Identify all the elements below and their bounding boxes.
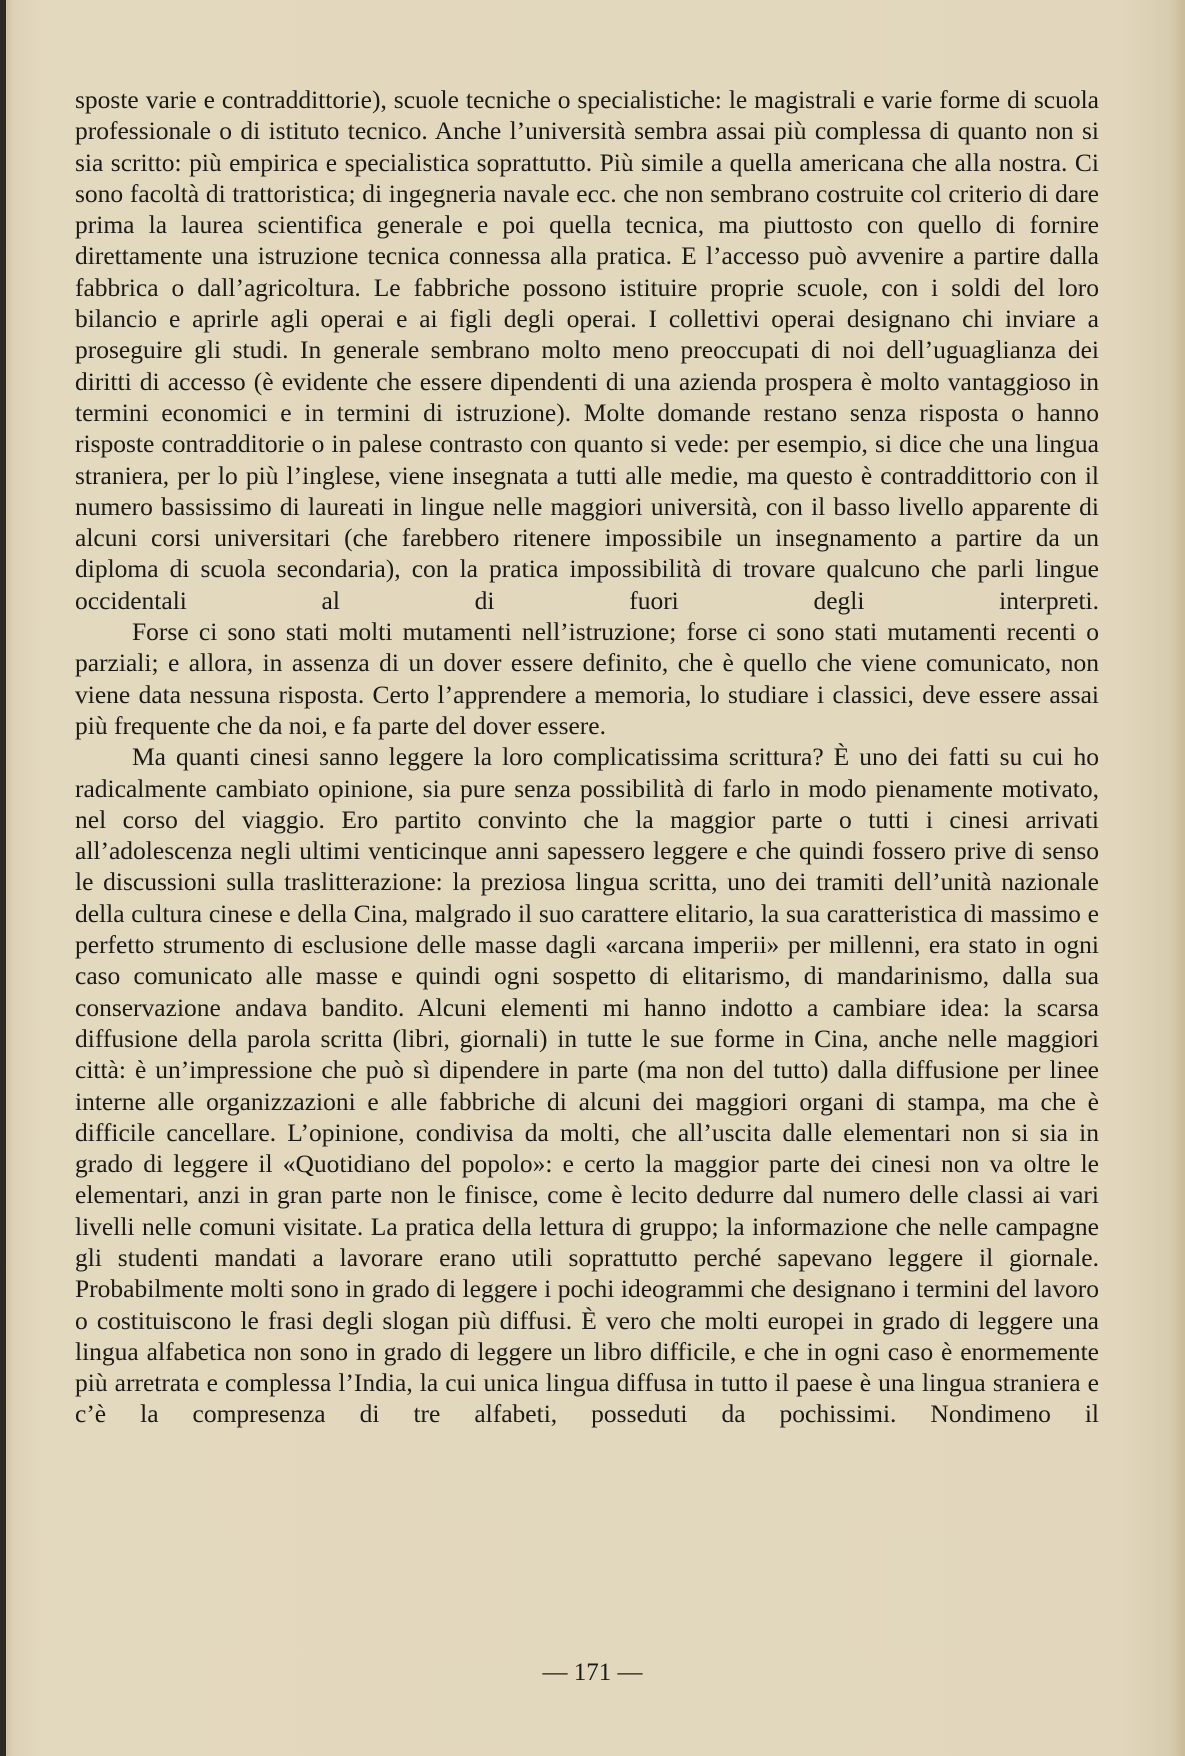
paragraph-2: Forse ci sono stati molti mutamenti nell’istruzione; forse ci sono stati mutamenti recenti o parziali; e allora, in assenza di un dover essere definito, che è quello che viene comunicato, non viene data nessuna risposta. Certo l’apprendere a memoria, lo studiare i classici, deve essere assai più frequente che da noi, e fa parte del dover essere. — [75, 617, 1099, 740]
body-text — [75, 84, 1099, 1430]
page-number: — 171 — — [542, 1659, 643, 1686]
page-spine-edge — [0, 0, 6, 1756]
paragraph-1: sposte varie e contraddittorie), scuole tecniche o specialistiche: le magistrali e varie forme di scuola professionale o di istituto tecnico. Anche l’università sembra assai più complessa di quanto non si sia scritto: più empirica e specialistica soprattutto. Più simile a quella americana che alla nostra. Ci sono facoltà di trattoristica; di ingegneria navale ecc. che non sembrano costruite col criterio di dare prima la laurea scientifica generale e poi quella tecnica, ma piuttosto con quello di fornire direttamente una istruzione tecnica connessa alla pratica. E l’accesso può avvenire a partire dalla fabbrica o dall’agricoltura. Le fabbriche possono istituire proprie scuole, con i soldi del loro bilancio e aprirle agli operai e ai figli degli operai. I collettivi operai designano chi inviare a proseguire gli studi. In generale sembrano molto meno preoccupati di noi dell’uguaglianza dei diritti di accesso (è evidente che essere dipendenti di una azienda prospera è molto vantaggioso in termini economici e in termini di istruzione). Molte domande restano senza risposta o hanno risposte contradditorie o in palese contrasto con quanto si vede: per esempio, si dice che una lingua straniera, per lo più l’inglese, viene insegnata a tutti alle medie, ma questo è contraddittorio con il numero bassissimo di laureati in lingue nelle maggiori università, con il basso livello apparente di alcuni corsi universitari (che farebbero ritenere impossibile un insegnamento a partire da un diploma di scuola secondaria), con la pratica impossibilità di trovare qualcuno che parli lingue occidentali al di fuori degli interpreti. — [75, 85, 1099, 615]
paragraph-3: Ma quanti cinesi sanno leggere la loro complicatissima scrittura? È uno dei fatti su cui ho radicalmente cambiato opinione, sia pure senza possibilità di farlo in modo pienamente motivato, nel corso del viaggio. Ero partito convinto che la maggior parte o tutti i cinesi arrivati all’adolescenza negli ultimi venticinque anni sapessero leggere e che quindi fossero prive di senso le discussioni sulla traslitterazione: la preziosa lingua scritta, uno dei tramiti dell’unità nazionale della cultura cinese e della Cina, malgrado il suo carattere elitario, la sua caratteristica di massimo e perfetto strumento di esclusione delle masse dagli «arcana imperii» per millenni, era stato in ogni caso comunicato alle masse e quindi ogni sospetto di elitarismo, di mandarinismo, dalla sua conservazione andava bandito. Alcuni elementi mi hanno indotto a cambiare idea: la scarsa diffusione della parola scritta (libri, giornali) in tutte le sue forme in Cina, anche nelle maggiori città: è un’impressione che può sì dipendere in parte (ma non del tutto) dalla diffusione per linee interne alle organizzazioni e alle fabbriche di alcuni dei maggiori organi di stampa, ma che è difficile cancellare. L’opinione, condivisa da molti, che all’uscita dalle elementari non si sia in grado di leggere il «Quotidiano del popolo»: e certo la maggior parte dei cinesi non va oltre le elementari, anzi in gran parte non le finisce, come è lecito dedurre dal numero delle classi ai vari livelli nelle comuni visitate. La pratica della lettura di gruppo; la informazione che nelle campagne gli studenti mandati a lavorare erano utili soprattutto perché sapevano leggere il giornale. Probabilmente molti sono in grado di leggere i pochi ideogrammi che designano i termini del lavoro o costituiscono le frasi degli slogan più diffusi. È vero che molti europei in grado di leggere una lingua alfabetica non sono in grado di leggere un libro difficile, e che in ogni caso è enormemente più arretrata e complessa l’India, la cui unica lingua diffusa in tutto il paese è una lingua straniera e c’è la compresenza di tre alfabeti, posseduti da pochissimi. Nondimeno il — [75, 742, 1099, 1429]
